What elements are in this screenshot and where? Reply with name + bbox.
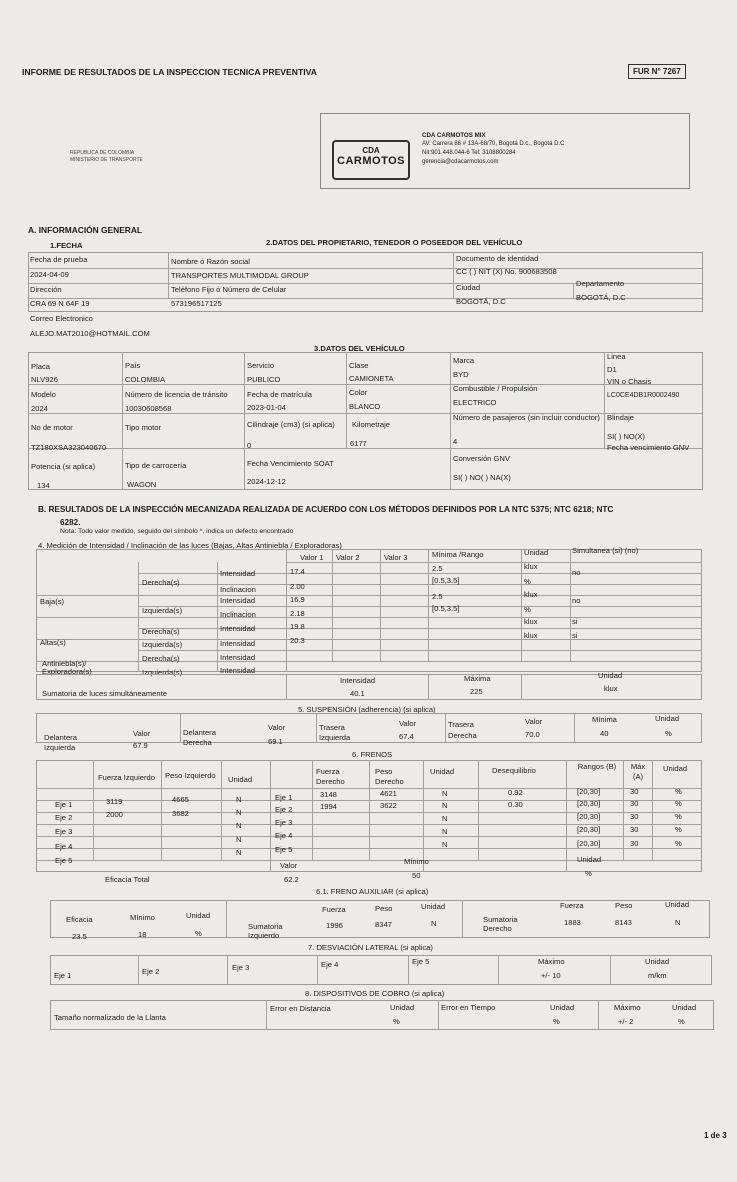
linea-label: Linea <box>607 352 626 361</box>
frenos-pd: 4621 <box>380 789 397 798</box>
frenos-h-max: Máx (A) <box>630 762 646 781</box>
eficacia-valor-label: Valor <box>280 861 298 870</box>
bi-inc-label: Inclinacion <box>220 610 256 619</box>
bd-int-label: Intensidad <box>220 569 256 578</box>
vin-value: LC0CE4DB1R0002490 <box>607 392 680 399</box>
frenos-eje-left: Eje 2 <box>55 813 73 822</box>
frenos-fi: 2000 <box>106 810 123 819</box>
aux-fuerza-izq-value: 1996 <box>326 921 343 930</box>
fecha-title: 1.FECHA <box>50 241 83 250</box>
frenos-u2-extra: N <box>442 840 448 849</box>
clase-label: Clase <box>349 361 369 370</box>
lights-h-valor1: Valor 1 <box>300 553 324 562</box>
susp-ti-valor-label: Valor <box>399 719 417 728</box>
bi-int-label: Intensidad <box>220 596 256 605</box>
frenos-u-extra: N <box>236 848 242 857</box>
frenos-u3: % <box>675 812 682 821</box>
aux-peso-der-label: Peso <box>615 901 633 910</box>
pais-value: COLOMBIA <box>125 375 166 384</box>
cda-nit: Nit:901.448.044-6 Tel: 3108800284 <box>422 150 516 156</box>
frenos-fd: 3148 <box>320 790 337 799</box>
sum-unidad-value: klux <box>604 684 618 693</box>
frenos-des: 0.30 <box>508 800 523 809</box>
lights-h-rango: Mínima /Rango <box>432 550 484 559</box>
bi-inc-value: 2.18 <box>290 609 305 618</box>
section-a-title: A. INFORMACIÓN GENERAL <box>28 225 142 235</box>
bi-int-unit: klux <box>524 590 538 599</box>
bajas-derecha-label: Derecha(s) <box>142 578 180 587</box>
ai-simultanea: si <box>572 631 578 640</box>
bd-inc-label: Inclinacion <box>220 585 256 594</box>
aux-unidad-value: % <box>195 929 202 938</box>
fecha-matricula-label: Fecha de matrícula <box>247 390 312 399</box>
pais-label: País <box>125 361 141 370</box>
departamento-label: Departamento <box>576 279 625 288</box>
gnv-label: Conversión GNV <box>453 454 510 463</box>
susp-unidad-label: Unidad <box>655 714 680 723</box>
aux-unidad-der-label: Unidad <box>665 900 690 909</box>
motor-value: TZ180XSA323040670 <box>31 443 107 452</box>
frenos-rango: [20,30] <box>577 787 601 796</box>
suspension-title: 5. SUSPENSIÓN (adherencia) (si aplica) <box>298 705 436 714</box>
lights-h-valor2: Valor 2 <box>336 553 360 562</box>
ad-simultanea: si <box>572 617 578 626</box>
sum-unidad-label: Unidad <box>598 671 623 680</box>
frenos-fi: 3119 <box>106 797 123 806</box>
frenos-max-extra: 30 <box>630 839 639 848</box>
susp-minima-label: Mínima <box>592 715 617 724</box>
susp-unidad-value: % <box>665 729 672 738</box>
frenos-u2: N <box>442 814 448 823</box>
ad-int-unit: klux <box>524 617 538 626</box>
lights-title: 4. Medición de Intensidad / Inclinación de las luces (Bajas, Altas Antiniebla / Exploradoras) <box>38 541 342 550</box>
bd-simultanea: no <box>572 568 581 577</box>
eficacia-minimo-label: Mínimo <box>404 857 429 866</box>
fecha-prueba-value: 2024-04-09 <box>30 270 69 279</box>
bajas-izquierda-label: Izquierda(s) <box>142 606 183 615</box>
fur-number: FUR N° 7267 <box>628 64 686 79</box>
gnv-fecha-label: Fecha vencimiento GNV <box>607 443 690 452</box>
frenos-rango: [20,30] <box>577 799 601 808</box>
ai-int-value: 20.3 <box>290 636 305 645</box>
documento-label: Documento de identidad <box>456 254 539 263</box>
frenos-eje-left: Eje 3 <box>55 827 73 836</box>
cobro-unidad3-value: % <box>678 1017 685 1026</box>
frenos-u3: % <box>675 787 682 796</box>
frenos-u2: N <box>442 801 448 810</box>
carroceria-value: WAGON <box>127 480 157 489</box>
pasajeros-value: 4 <box>453 437 458 446</box>
susp-delantera-izq-label: Delantera Izquierda <box>44 733 77 753</box>
susp-di-valor-label: Valor <box>133 729 151 738</box>
desv-eje3: Eje 3 <box>232 963 250 972</box>
licencia-label: Número de licencia de tránsito <box>125 390 228 399</box>
sum-intensidad-label: Intensidad <box>340 676 376 685</box>
fecha-prueba-label: Fecha de prueba <box>30 255 88 264</box>
cda-name: CDA CARMOTOS MIX <box>422 132 486 139</box>
susp-dd-valor-label: Valor <box>268 723 286 732</box>
cobro-unidad2-value: % <box>553 1017 560 1026</box>
eficacia-unidad-label: Unidad <box>577 855 602 864</box>
cobro-error-dist-label: Error en Distancia <box>270 1004 331 1013</box>
frenos-title: 6. FRENOS <box>352 750 393 759</box>
telefono-label: Teléfono Fijo ó Número de Celular <box>171 285 287 294</box>
frenos-h-unidad-3: Unidad <box>663 764 688 773</box>
section-b-title: B. RESULTADOS DE LA INSPECCIÓN MECANIZADA REALIZADA DE ACUERDO CON LOS MÉTODOS DEFINIDOS POR LA NTC 5375; NTC 6218; NTC <box>38 505 614 514</box>
direccion-value: CRA 69 N 64F 19 <box>30 299 90 308</box>
potencia-value: 134 <box>37 481 50 490</box>
ad-int-value: 19.8 <box>290 622 305 631</box>
ai-int-unit: klux <box>524 631 538 640</box>
section-b-note: Nota: Todo valor medido, seguido del símbolo *, indica un defecto encontrado <box>60 528 294 535</box>
desv-eje1: Eje 1 <box>54 971 72 980</box>
motor-label: No de motor <box>31 423 73 432</box>
aux-peso-izq-label: Peso <box>375 904 393 913</box>
frenos-eje-right: Eje 3 <box>275 818 293 827</box>
cilindraje-value: 0 <box>247 441 252 450</box>
blindaje-label: Blindaje <box>607 413 635 422</box>
aux-sum-der-label: Sumatoria Derecho <box>483 915 518 934</box>
frenos-u: N <box>236 821 242 830</box>
telefono-value: 573196517125 <box>171 299 222 308</box>
frenos-u: N <box>236 835 242 844</box>
ad-int-label: Intensidad <box>220 624 256 633</box>
soat-label: Fecha Vencimiento SOAT <box>247 459 334 468</box>
departamento-value: BOGOTÁ, D.C <box>576 293 626 302</box>
bd-int-value: 17.4 <box>290 567 305 576</box>
marca-label: Marca <box>453 356 475 365</box>
desviacion-title: 7. DESVIACIÓN LATERAL (si aplica) <box>308 943 433 952</box>
frenos-eje-left: Eje 4 <box>55 842 73 851</box>
frenos-max: 30 <box>630 825 639 834</box>
carroceria-label: Tipo de carrocería <box>125 461 187 470</box>
aux-fuerza-izq-label: Fuerza <box>322 905 346 914</box>
km-label: Kilometraje <box>352 420 390 429</box>
frenos-max: 30 <box>630 812 639 821</box>
servicio-value: PUBLICO <box>247 375 281 384</box>
aux-unidad-izq-value: N <box>431 919 437 928</box>
lights-h-unidad: Unidad <box>524 548 549 557</box>
desv-maximo-value: +/- 10 <box>541 971 561 980</box>
bi-inc-unit: % <box>524 605 531 614</box>
aux-sum-izq-label: Sumatoria Izquierdo <box>248 922 283 941</box>
cobro-unidad3-label: Unidad <box>672 1003 697 1012</box>
aux-minimo-value: 18 <box>138 930 147 939</box>
frenos-h-fuerza-der: Fuerza Derecho <box>316 767 345 786</box>
frenos-h-unidad-1: Unidad <box>228 775 253 784</box>
eficacia-valor: 62.2 <box>284 875 299 884</box>
desv-eje2: Eje 2 <box>142 967 160 976</box>
aux-fuerza-der-label: Fuerza <box>560 901 584 910</box>
gnv-value: SI( ) NO( ) NA(X) <box>453 473 511 482</box>
bd-inc-range: [0.5,3.5] <box>432 576 460 585</box>
susp-minima-value: 40 <box>600 729 609 738</box>
color-label: Color <box>349 388 368 397</box>
fecha-matricula-value: 2023-01-04 <box>247 403 286 412</box>
ant-derecha-label: Derecha(s) <box>142 654 180 663</box>
ant-d-int-label: Intensidad <box>220 653 256 662</box>
correo-label: Correo Electronico <box>30 314 93 323</box>
frenos-u3-extra: % <box>675 839 682 848</box>
frenos-pi: 3682 <box>172 809 189 818</box>
frenos-h-fuerza-izq: Fuerza Izquierdo <box>98 773 155 782</box>
owner-title: 2.DATOS DEL PROPIETARIO, TENEDOR O POSEEDOR DEL VEHÍCULO <box>266 238 523 247</box>
susp-di-value: 67.9 <box>133 741 148 750</box>
frenos-u2: N <box>442 789 448 798</box>
susp-trasera-izq-label: Trasera Izquierda <box>319 723 351 743</box>
frenos-eje-right: Eje 1 <box>275 793 293 802</box>
susp-td-valor-label: Valor <box>525 717 543 726</box>
ant-izquierda-label: Izquierda(s) <box>142 668 183 677</box>
cobro-tamano-label: Tamaño normalizado de la Llanta <box>54 1013 166 1022</box>
desv-maximo-label: Máximo <box>538 957 565 966</box>
desv-unidad-value: m/km <box>648 971 667 980</box>
aux-unidad-der-value: N <box>675 918 681 927</box>
lights-table <box>36 546 702 672</box>
desv-eje5: Eje 5 <box>412 957 430 966</box>
frenos-h-unidad-2: Unidad <box>430 767 455 776</box>
aux-eficacia-value: 23.5 <box>72 932 87 941</box>
cobro-unidad2-label: Unidad <box>550 1003 575 1012</box>
susp-dd-value: 69.1 <box>268 737 283 746</box>
frenos-h-peso-der: Peso Derecho <box>375 767 404 786</box>
direccion-label: Dirección <box>30 285 62 294</box>
susp-td-value: 70.0 <box>525 730 540 739</box>
combustible-label: Combustible / Propulsión <box>453 384 538 393</box>
section-b-title-cont: 6282. <box>60 518 81 527</box>
km-value: 6177 <box>350 439 367 448</box>
frenos-des: 0.92 <box>508 788 523 797</box>
blindaje-value: SI( ) NO(X) <box>607 432 645 441</box>
cobro-maximo-label: Máximo <box>614 1003 641 1012</box>
sum-maxima-label: Máxima <box>464 674 491 683</box>
frenos-rango-extra: [20,30] <box>577 839 601 848</box>
cobro-unidad-value: % <box>393 1017 400 1026</box>
cobro-error-tiempo-label: Error en Tiempo <box>441 1003 496 1012</box>
bd-int-range: 2.5 <box>432 564 443 573</box>
servicio-label: Servicio <box>247 361 275 370</box>
soat-value: 2024-12-12 <box>247 477 286 486</box>
vin-label: VIN o Chasis <box>607 377 652 386</box>
eficacia-unidad: % <box>585 869 592 878</box>
auxiliar-title: 6.1. FRENO AUXILIAR (si aplica) <box>316 887 429 896</box>
correo-value: ALEJO.MAT2010@HOTMAIL.COM <box>30 329 150 338</box>
cda-address: AV. Carrera 86 # 13A-68/70, Bogotá D.c., Bogotá D.C <box>422 141 565 147</box>
altas-derecha-label: Derecha(s) <box>142 627 180 636</box>
licencia-value: 10030608568 <box>125 404 172 413</box>
tipo-motor-label: Tipo motor <box>125 423 162 432</box>
ai-int-label: Intensidad <box>220 639 256 648</box>
ministry-label: REPUBLICA DE COLOMBIA MINISTERIO DE TRANSPORTE <box>70 150 143 163</box>
frenos-u: N <box>236 808 242 817</box>
frenos-rango: [20,30] <box>577 812 601 821</box>
lights-h-simultanea: Simultanea (si) (no) <box>572 546 639 555</box>
susp-delantera-der-label: Delantera Derecha <box>183 728 216 748</box>
potencia-label: Potencia (si aplica) <box>31 462 96 471</box>
bd-inc-value: 2.00 <box>290 582 305 591</box>
pasajeros-label: Número de pasajeros (sin incluir conductor) <box>453 413 600 422</box>
linea-value: D1 <box>607 365 617 374</box>
bd-inc-unit: % <box>524 577 531 586</box>
marca-value: BYD <box>453 370 469 379</box>
aux-unidad-label: Unidad <box>186 911 211 920</box>
nombre-label: Nombre ó Razón social <box>171 257 250 266</box>
desv-unidad-label: Unidad <box>645 957 670 966</box>
placa-value: NLV926 <box>31 375 58 384</box>
susp-trasera-der-label: Trasera Derecha <box>448 720 477 740</box>
bi-int-range: 2.5 <box>432 592 443 601</box>
aux-fuerza-der-value: 1883 <box>564 918 581 927</box>
bi-int-value: 16.9 <box>290 595 305 604</box>
susp-ti-value: 67.4 <box>399 732 414 741</box>
frenos-eje-left: Eje 1 <box>55 800 73 809</box>
aux-peso-der-value: 8143 <box>615 918 632 927</box>
clase-value: CAMIONETA <box>349 374 394 383</box>
aux-eficacia-label: Eficacia <box>66 915 93 924</box>
aux-minimo-label: Mínimo <box>130 913 155 922</box>
frenos-u3: % <box>675 825 682 834</box>
bajas-label: Baja(s) <box>40 597 65 606</box>
desv-eje4: Eje 4 <box>321 960 339 969</box>
frenos-u2: N <box>442 827 448 836</box>
combustible-value: ELECTRICO <box>453 398 497 407</box>
altas-izquierda-label: Izquierda(s) <box>142 640 183 649</box>
antiniebla-label: Antiniebla(s)/ Exploradora(s) <box>42 659 92 676</box>
frenos-max: 30 <box>630 787 639 796</box>
eficacia-minimo: 50 <box>412 871 421 880</box>
frenos-u3: % <box>675 799 682 808</box>
altas-label: Altas(s) <box>40 638 66 647</box>
frenos-eje-right: Eje 4 <box>275 831 293 840</box>
lights-h-valor3: Valor 3 <box>384 553 408 562</box>
frenos-eje-right: Eje 5 <box>275 845 293 854</box>
ant-i-int-label: Intensidad <box>220 666 256 675</box>
sum-intensidad-value: 40.1 <box>350 689 365 698</box>
frenos-h-peso-izq: Peso Izquierdo <box>165 771 216 780</box>
cda-email: gerencia@cdacarmotos.com <box>422 159 499 165</box>
bi-simultanea: no <box>572 596 581 605</box>
ciudad-label: Ciudad <box>456 283 481 292</box>
frenos-pi: 4665 <box>172 795 189 804</box>
color-value: BLANCO <box>349 402 381 411</box>
placa-label: Placa <box>31 362 50 371</box>
nombre-value: TRANSPORTES MULTIMODAL GROUP <box>171 271 309 280</box>
cobro-unidad-label: Unidad <box>390 1003 415 1012</box>
eficacia-total-label: Eficacia Total <box>105 875 150 884</box>
sumatoria-label: Sumatoria de luces simultáneamente <box>42 689 167 698</box>
frenos-max: 30 <box>630 799 639 808</box>
bd-int-unit: klux <box>524 562 538 571</box>
modelo-label: Modelo <box>31 390 56 399</box>
modelo-value: 2024 <box>31 404 48 413</box>
report-title: INFORME DE RESULTADOS DE LA INSPECCION TECNICA PREVENTIVA <box>22 67 317 77</box>
vehicle-title: 3.DATOS DEL VEHÍCULO <box>314 344 405 353</box>
frenos-h-rangos: Rangos (B) <box>577 762 617 771</box>
frenos-rango: [20,30] <box>577 825 601 834</box>
frenos-pd: 3622 <box>380 801 397 810</box>
cilindraje-label: Cilindraje (cm3) (si aplica) <box>247 420 335 429</box>
documento-value: CC ( ) NIT (X) No. 900683508 <box>456 267 557 276</box>
bi-inc-range: [0.5,3.5] <box>432 604 460 613</box>
ciudad-value: BOGOTÁ, D.C <box>456 297 506 306</box>
aux-unidad-izq-label: Unidad <box>421 902 446 911</box>
cobro-title: 8. DISPOSITIVOS DE COBRO (si aplica) <box>305 989 445 998</box>
frenos-eje-right: Eje 2 <box>275 805 293 814</box>
frenos-fd: 1994 <box>320 802 337 811</box>
cobro-maximo-value: +/- 2 <box>618 1017 634 1026</box>
aux-peso-izq-value: 8347 <box>375 920 392 929</box>
page-number: 1 de 3 <box>704 1131 727 1140</box>
cda-logo: CDA CARMOTOS <box>332 140 410 180</box>
frenos-h-desequilibrio: Desequilibrio <box>492 766 536 775</box>
frenos-eje-left: Eje 5 <box>55 856 73 865</box>
frenos-u: N <box>236 795 242 804</box>
sum-maxima-value: 225 <box>470 687 483 696</box>
